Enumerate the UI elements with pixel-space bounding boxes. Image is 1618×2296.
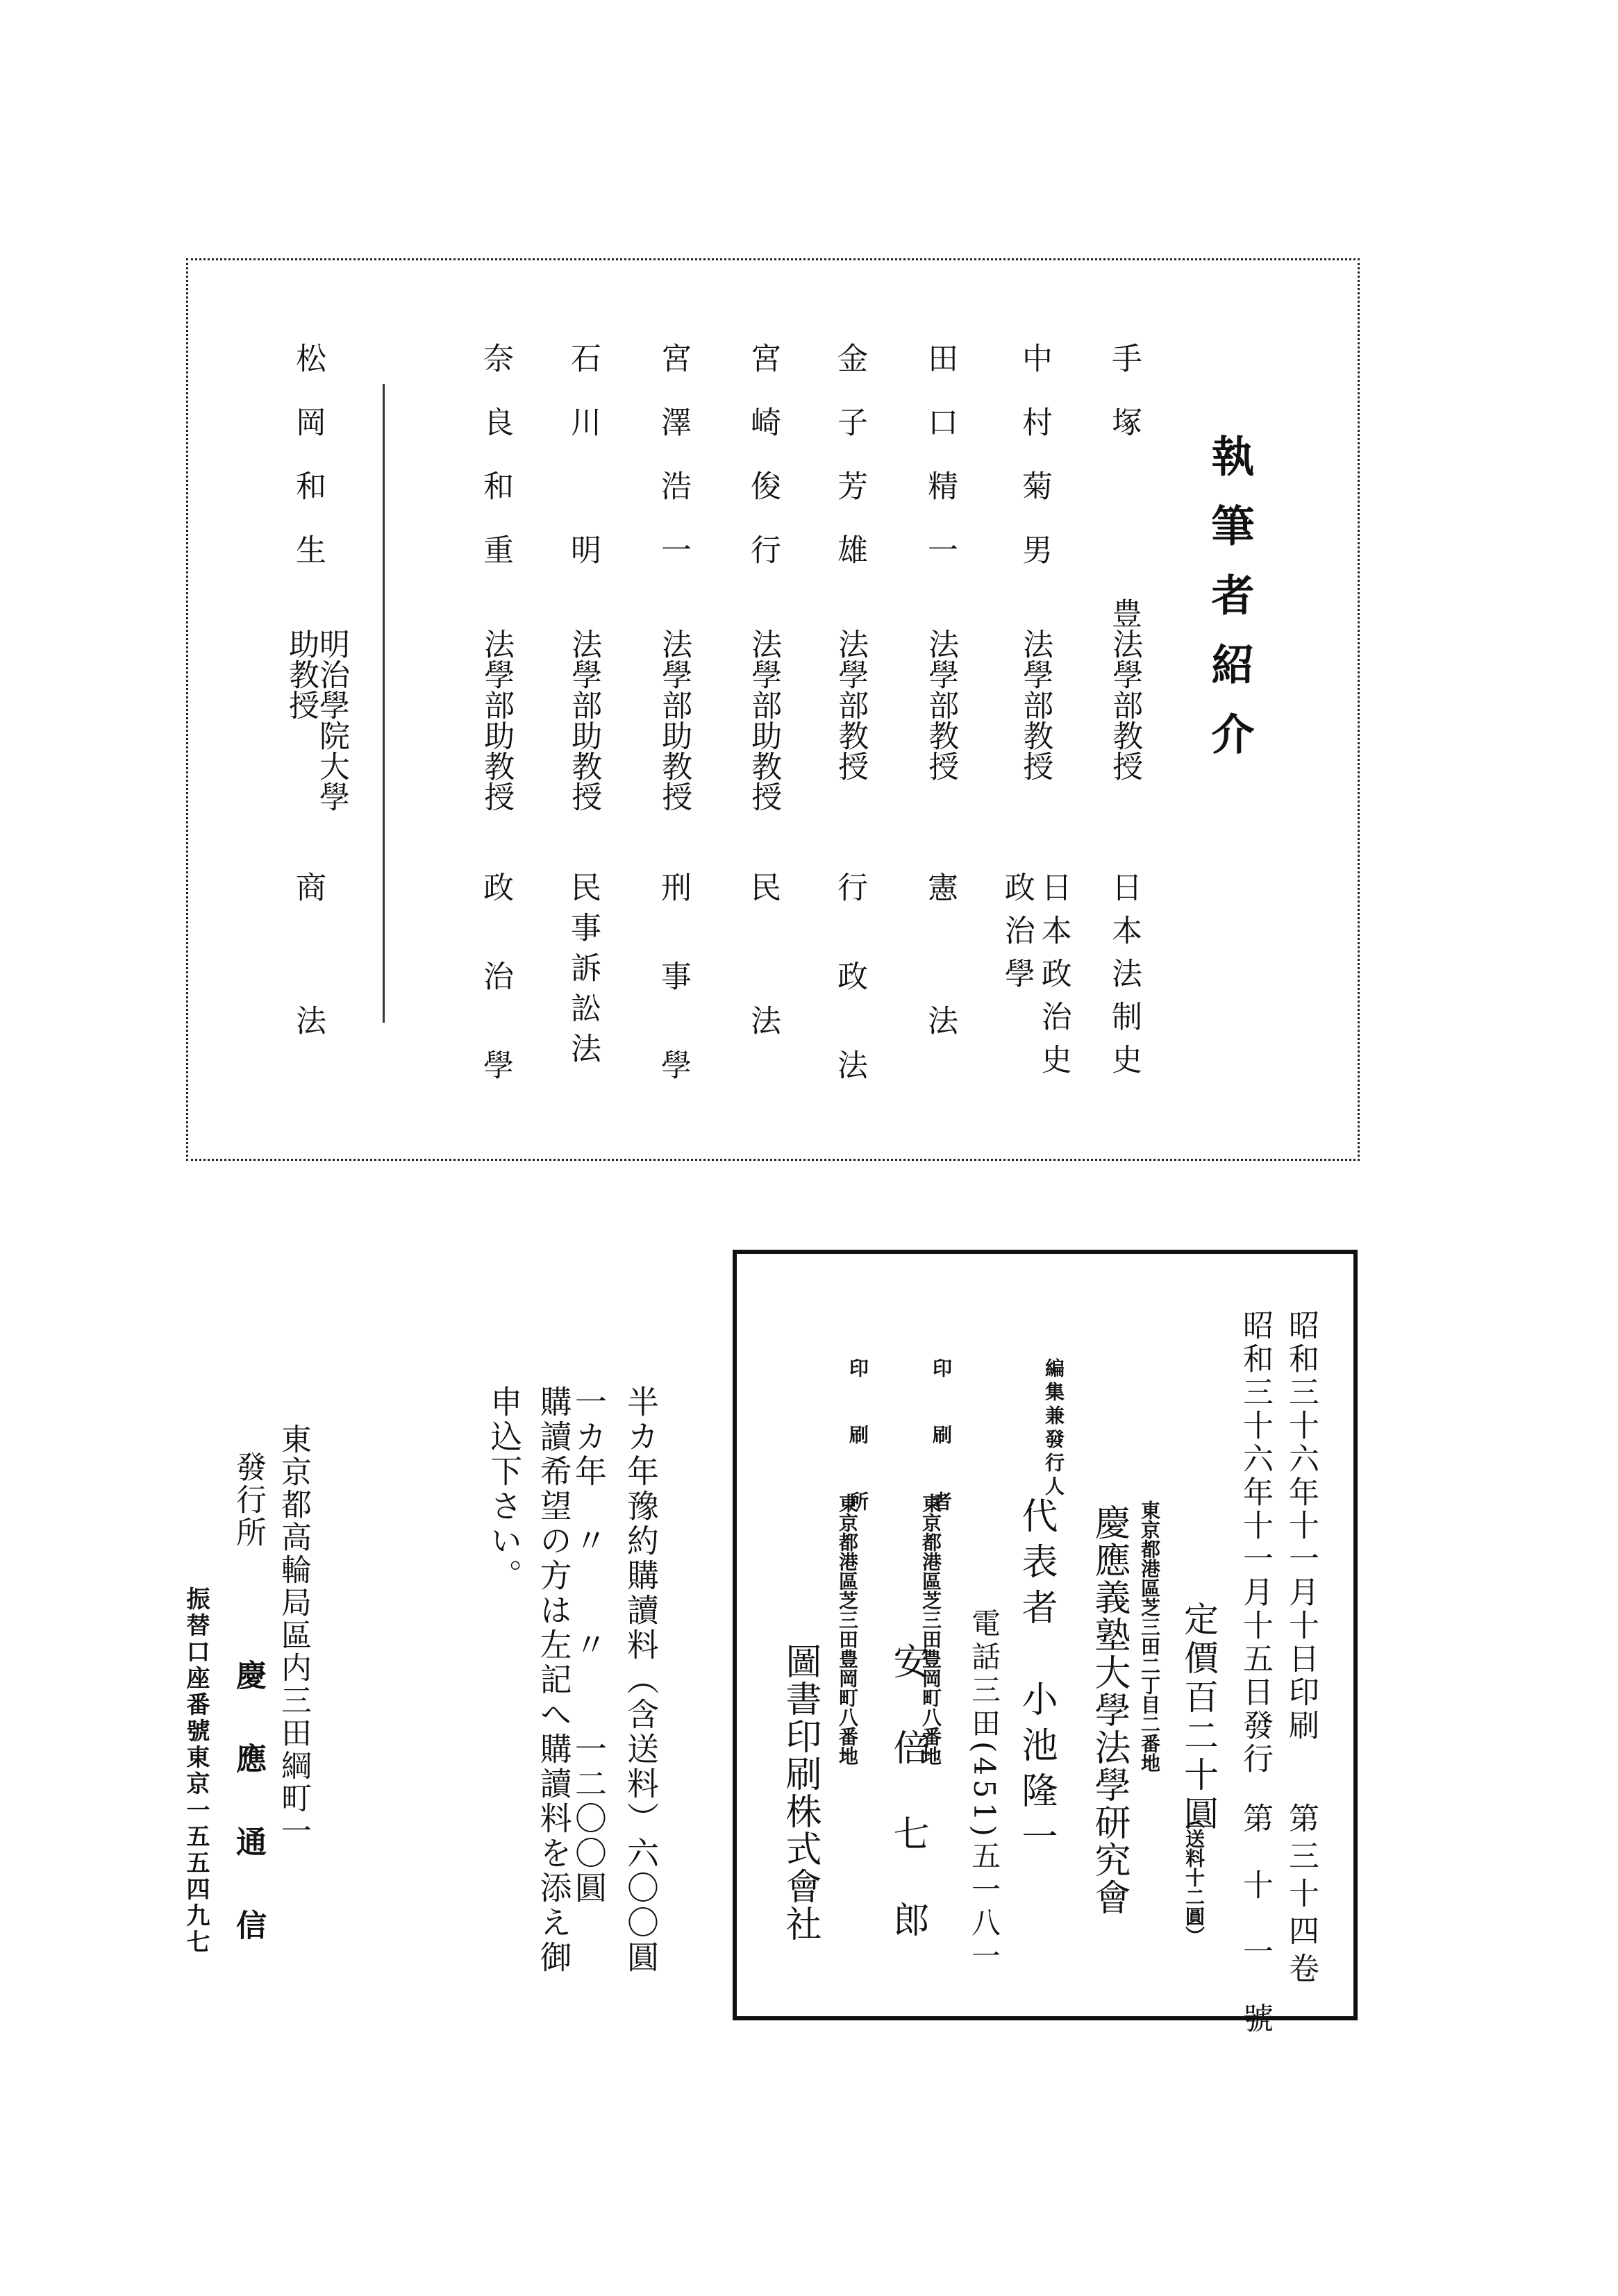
price-note: （送料十二圓）: [1183, 1809, 1206, 1945]
printer-address: 東京都港區芝三田豊岡町八番地: [919, 1493, 942, 1766]
contributor-field: 政 治 學: [478, 871, 513, 1093]
colophon-box: [733, 1250, 1358, 2036]
printer-name: 安 倍 七 郎: [887, 1643, 928, 1944]
printed-date: 昭和三十六年十一月十日印刷: [1283, 1309, 1319, 1743]
contributor-field: 行 政 法: [832, 871, 867, 1093]
contributor-position: 法學部教授: [1017, 628, 1053, 781]
volume-number: 第三十四卷: [1283, 1802, 1319, 1990]
subscription-one-year: 一カ年 〃 〃 一二〇〇圓: [570, 1385, 608, 1906]
contributor-name: 石川 明: [565, 342, 601, 598]
contributor-name: 金子芳雄: [832, 342, 867, 598]
contributor-position: 法學部教授: [1107, 628, 1143, 781]
contributor-name: 宮澤浩一: [656, 342, 691, 598]
contributors-box: [186, 258, 1360, 1161]
publisher-address: 東京都高輪局區内三田綱町一: [276, 1423, 311, 1847]
contributor-field: 日本法制史: [1106, 871, 1142, 1087]
issued-date: 昭和三十六年十一月十五日發行: [1237, 1309, 1273, 1776]
column-divider: [383, 384, 385, 1023]
contributor-field: 憲 法: [922, 871, 958, 1049]
contributor-field: 刑 事 學: [656, 871, 691, 1093]
contributor-position: 明治學院大學 助教授: [283, 628, 349, 812]
contributor-field: 日本政治史 政治學: [999, 871, 1071, 1087]
contributor-name: 松岡和生: [290, 342, 326, 598]
subscription-note: 購讀希望の方は左記へ購讀料を添え御 申込下さい。: [485, 1385, 573, 1975]
price: 定價百二十圓: [1178, 1601, 1219, 1834]
contributor-position: 法學部助教授: [656, 628, 692, 812]
print-house-address: 東京都港區芝三田豊岡町八番地: [836, 1493, 859, 1766]
issue-number: 第 十 一 號: [1237, 1802, 1273, 2036]
contributor-field: 民事訴訟法: [565, 871, 601, 1073]
contributor-position: 法學部助教授: [566, 628, 602, 812]
editor-organization: 慶應義塾大學法學研究會: [1088, 1504, 1130, 1916]
editor-representative: 代表者 小池隆一: [1015, 1497, 1057, 1863]
contributor-position: 法學部教授: [923, 628, 959, 781]
contributors-title: 執筆者紹介: [1204, 434, 1255, 781]
contributor-position: 法學部教授: [833, 628, 869, 781]
contributor-name: 中村菊男: [1017, 342, 1052, 598]
print-house-name: 圖書印刷株式會社: [779, 1643, 821, 1943]
contributor-name: 宮崎俊行: [745, 342, 781, 598]
contributor-field: 商 法: [290, 871, 326, 1049]
printer-label: 印 刷 者: [930, 1358, 953, 1525]
contributor-name: 田口精一: [922, 342, 958, 598]
contributor-position: 法學部助教授: [478, 628, 515, 812]
publisher-name: 慶 應 通 信: [231, 1659, 266, 1951]
phone-number: 電話三田(451)五一八一: [967, 1608, 1001, 1974]
publisher-account: 振替口座番號東京一五五四九七: [182, 1586, 210, 1956]
publisher-label: 發行所: [231, 1451, 266, 1549]
contributor-position: 法學部助教授: [746, 628, 782, 812]
editor-address: 東京都港區芝三田二丁目二番地: [1138, 1500, 1161, 1773]
contributor-name: 手塚 豊: [1106, 342, 1142, 662]
print-house-label: 印 刷 所: [846, 1358, 869, 1525]
contributor-name: 奈良和重: [478, 342, 513, 598]
subscription-half-year: 半カ年豫約購讀料（含送料）六〇〇圓: [622, 1385, 660, 1975]
editor-label: 編集兼發行人: [1042, 1358, 1065, 1500]
contributor-field: 民 法: [745, 871, 781, 1049]
